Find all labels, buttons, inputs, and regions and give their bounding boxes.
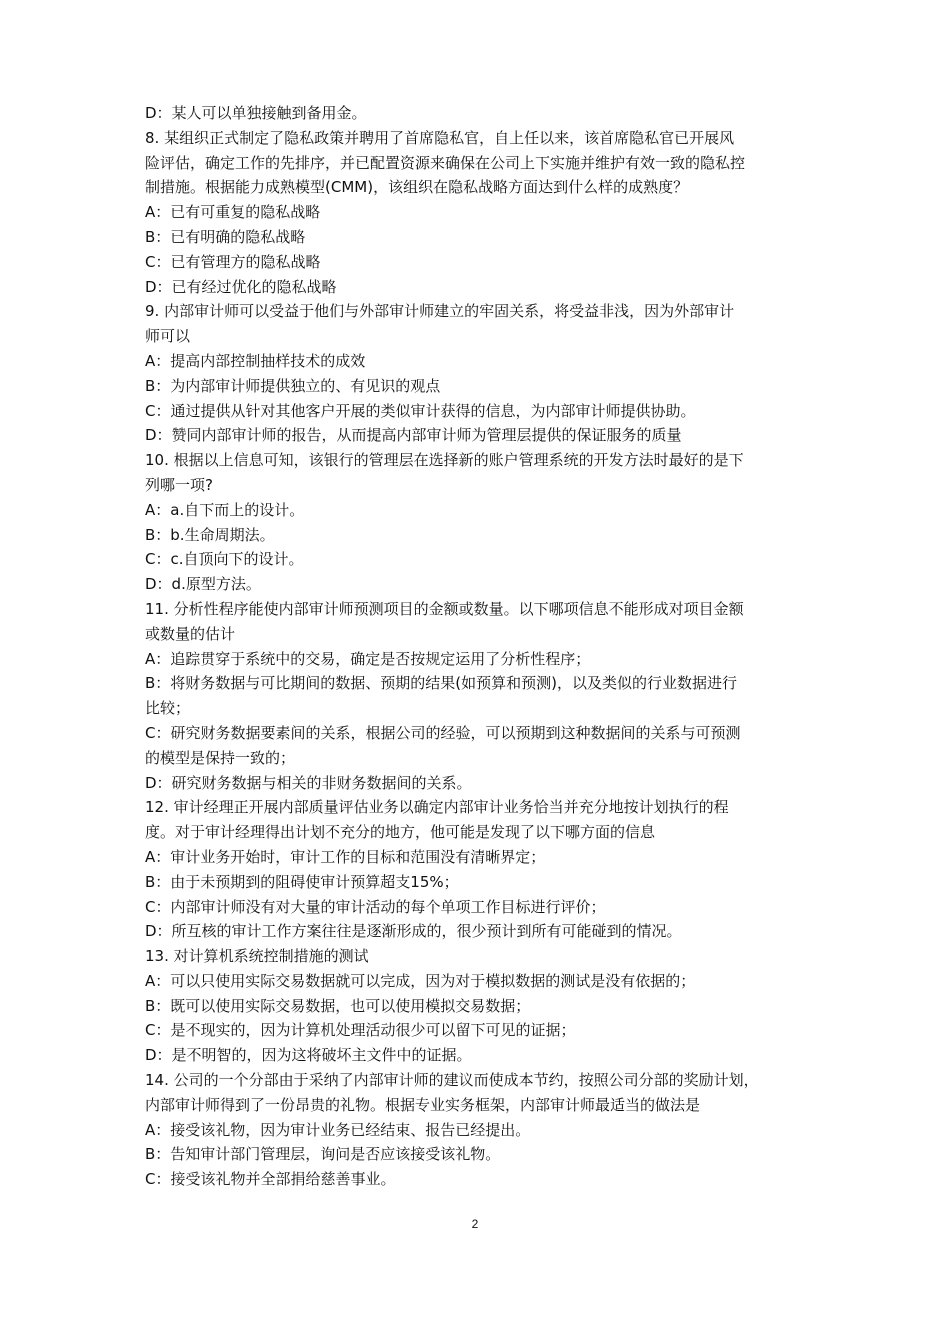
text-line: B：告知审计部门管理层，询问是否应该接受该礼物。 [145,1145,501,1164]
text-line: 14. 公司的一个分部由于采纳了内部审计师的建议而使成本节约，按照公司分部的奖励计划， [145,1071,759,1090]
text-line: C：通过提供从针对其他客户开展的类似审计获得的信息，为内部审计师提供协助。 [145,401,696,420]
text-line: D：某人可以单独接触到备用金。 [145,104,367,122]
text-line: 制措施。根据能力成熟模型(CMM)，该组织在隐私战略方面达到什么样的成熟度？ [145,178,689,197]
text-line: C：是不现实的，因为计算机处理活动很少可以留下可见的证据； [145,1021,576,1040]
text-line: A：提高内部控制抽样技术的成效 [145,351,366,370]
text-line: C：接受该礼物并全部捐给慈善事业。 [145,1170,396,1189]
page-number: 2 [471,1217,479,1231]
text-line: B：由于未预期到的阻碍使审计预算超支15%； [145,872,459,891]
text-line: 或数量的估计 [145,624,236,643]
text-line: 9. 内部审计师可以受益于他们与外部审计师建立的牢固关系，将受益非浅，因为外部审计 [145,302,735,321]
text-line: D：赞同内部审计师的报告，从而提高内部审计师为管理层提供的保证服务的质量 [145,426,682,445]
text-line: 13. 对计算机系统控制措施的测试 [145,947,369,966]
text-line: A：接受该礼物，因为审计业务已经结束、报告已经提出。 [145,1120,531,1139]
text-line: 的模型是保持一致的； [145,748,296,767]
document-body [145,101,815,1192]
text-line: D：已有经过优化的隐私战略 [145,277,337,296]
text-line: 度。对于审计经理得出计划不充分的地方，他可能是发现了以下哪方面的信息 [145,823,656,842]
text-line: D：所互核的审计工作方案往往是逐渐形成的，很少预计到所有可能碰到的情况。 [145,922,682,941]
text-line: D：研究财务数据与相关的非财务数据间的关系。 [145,773,472,792]
text-line: A：a.自下而上的设计。 [145,500,305,519]
text-line: 8. 某组织正式制定了隐私政策并聘用了首席隐私官，自上任以来，该首席隐私官已开展风 [145,128,735,147]
text-line: B：既可以使用实际交易数据，也可以使用模拟交易数据； [145,996,531,1015]
text-line: B：b.生命周期法。 [145,525,275,544]
text-line: C：内部审计师没有对大量的审计活动的每个单项工作目标进行评价； [145,897,606,916]
text-line: A：追踪贯穿于系统中的交易，确定是否按规定运用了分析性程序； [145,649,591,668]
text-line: 12. 审计经理正开展内部质量评估业务以确定内部审计业务恰当并充分地按计划执行的程 [145,798,729,817]
text-line: A：可以只使用实际交易数据就可以完成，因为对于模拟数据的测试是没有依据的； [145,971,696,990]
text-line: B：已有明确的隐私战略 [145,227,306,246]
text-line: 列哪一项? [145,475,213,494]
text-line: 比较； [145,699,191,718]
text-line: D：是不明智的，因为这将破坏主文件中的证据。 [145,1046,472,1065]
text-line: 师可以 [145,327,191,346]
text-line: D：d.原型方法。 [145,575,261,594]
text-line: 内部审计师得到了一份昂贵的礼物。根据专业实务框架，内部审计师最适当的做法是 [145,1095,701,1114]
text-line: C：研究财务数据要素间的关系，根据公司的经验，可以预期到这种数据间的关系与可预测 [145,723,741,742]
text-line: C：c.自顶向下的设计。 [145,550,304,569]
text-line: A：已有可重复的隐私战略 [145,203,321,222]
text-line: 11. 分析性程序能使内部审计师预测项目的金额或数量。以下哪项信息不能形成对项目金额 [145,599,744,618]
text-line: 10. 根据以上信息可知，该银行的管理层在选择新的账户管理系统的开发方法时最好的是下 [145,451,744,470]
text-line: B：将财务数据与可比期间的数据、预期的结果(如预算和预测)，以及类似的行业数据进行 [145,674,737,693]
text-line: 险评估，确定工作的先排序，并已配置资源来确保在公司上下实施并维护有效一致的隐私控 [145,153,746,172]
text-line: B：为内部审计师提供独立的、有见识的观点 [145,376,441,395]
text-line: A：审计业务开始时，审计工作的目标和范围没有清晰界定； [145,847,546,866]
text-line: C：已有管理方的隐私战略 [145,252,321,271]
